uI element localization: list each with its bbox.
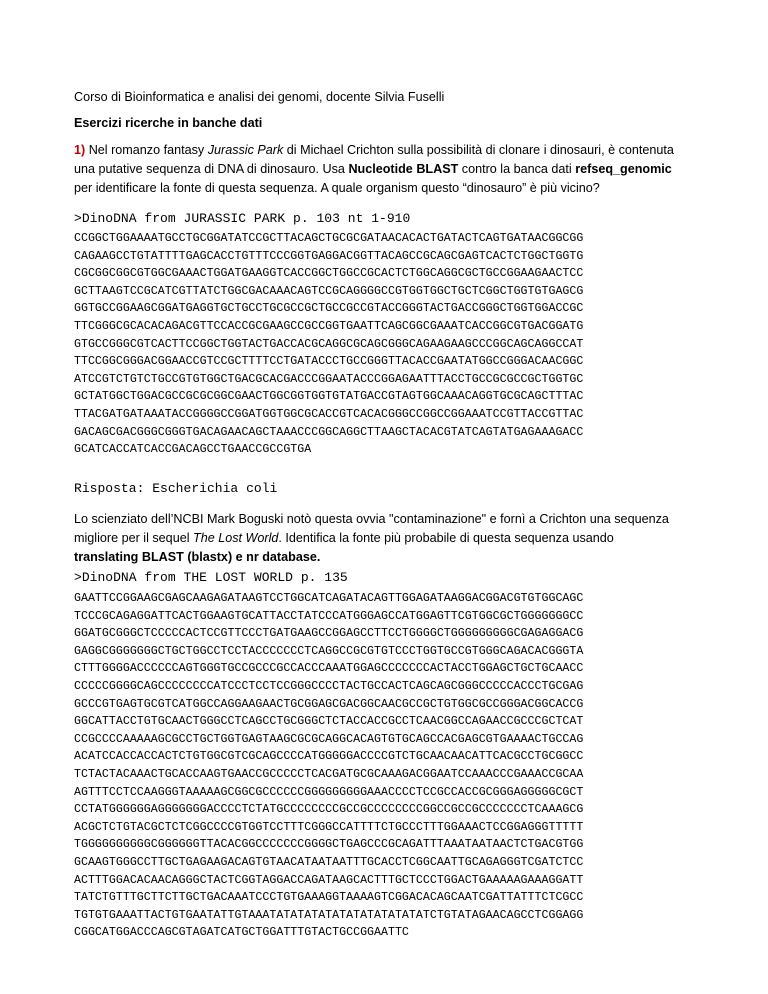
exercise-1-text-c: una putative sequenza di DNA di dinosauro. Usa — [74, 162, 349, 176]
sequence-line: CGCGGCGGCGTGGCGAAACTGGATGAAGGTCACCGGCTGGCCGCACTCTGGCAGGCGCTGCCGGAAGAACTCC — [74, 267, 584, 281]
exercise-2-line-2 — [74, 529, 724, 548]
sequence-line: CCCCCGGGGCAGCCCCCCCCATCCCTCCTCCGGGCCCCTACTGCCACTCAGCAGCGGGCCCCCACCCTGCGAG — [74, 679, 584, 693]
exercise-1-number: 1) — [74, 143, 86, 157]
sequence-line: TCCCGCAGAGGATTCACTGGAAGTGCATTACCTATCCCATGGGAGCCATGGAGTTCGTGGCGCTGGGGGGGCC — [74, 609, 584, 623]
exercise-1-text-a: Nel romanzo fantasy — [85, 143, 208, 157]
sequence-line: TTCCGGCGGGACGGAACCGTCCGCTTTTCCTGATACCCTGCCGGGTTACACCGAATATGGCCGGGACAACGGC — [74, 355, 584, 369]
exercise-1-text — [74, 141, 724, 198]
sequence-line: CCTATGGGGGGAGGGGGGGACCCCTCTATGCCCCCCCCGCCGCCCCCCCCGGCCGCCGCCCCCCCTCAAAGCG — [74, 803, 584, 817]
sequence-line: ACGCTCTGTACGCTCTCGGCCCCGTGGTCCTTTCGGGCCATTTTCTGCCCTTTGGAAACTCCGGAGGGTTTTT — [74, 820, 584, 834]
sequence-line: CCGCCCCAAAAAGCGCCTGCTGGTGAGTAAGCGCGCAGGCACAGTGTGCAGCCACGAGCGTGAAAACTGCCAG — [74, 732, 584, 746]
sequence-line: TTCGGGCGCACACAGACGTTCCACCGCGAAGCCGCCGGTGAATTCAGCGGCGAAATCACCGGCGTGACGGATG — [74, 319, 584, 333]
database-name-refseq: refseq_genomic — [575, 162, 672, 176]
sequence-line: GGTGCCGGAAGCGGATGAGGTGCTGCCTGCGCCGCTGCCGCCGTACCGGGTACTGACCGGGCTGGTGGACCGC — [74, 302, 584, 316]
exercise-1-text-b: di Michael Crichton sulla possibilità di clonare i dinosauri, è contenuta — [283, 143, 674, 157]
tool-name-nucleotide-blast: Nucleotide BLAST — [348, 162, 459, 176]
exercise-1-line-1 — [74, 141, 724, 160]
sequence-2-block — [74, 590, 583, 942]
course-title: Corso di Bioinformatica e analisi dei genomi, docente Silvia Fuselli — [74, 90, 445, 104]
book-title-jurassic-park: Jurassic Park — [207, 143, 284, 157]
sequence-line: TATCTGTTTGCTTCTTGCTGACAAATCCCTGTGAAAGGTAAAAGTCGGACACAGCAATCGATTATTTCTCGCC — [74, 891, 584, 905]
exercise-1-line-2 — [74, 160, 724, 179]
tool-name-blastx: translating BLAST (blastx) e nr database. — [74, 550, 321, 564]
sequence-line: GCAAGTGGGCCTTGCTGAGAAGACAGTGTAACATAATAATTTGCACCTCGGCAATTGCAGAGGGTCGATCTCC — [74, 855, 584, 869]
sequence-1-block — [74, 230, 583, 459]
sequence-line: GAGGCGGGGGGGCTGCTGGCCTCCTACCCCCCCTCAGGCCGCGTGTCCCTGGTGCCGTGGGCAGACACGGGTA — [74, 644, 584, 658]
sequence-line: CTTTGGGGACCCCCCAGTGGGTGCCGCCCGCCACCCAAATGGAGCCCCCCCACTACCTGGAGCTGCTGCAACC — [74, 662, 584, 676]
sequence-line: ACTTTGGACACAACAGGGCTACTCGGTAGGACCAGATAAGCACTTTGCTCCCTGGACTGAAAAAGAAAGGATT — [74, 873, 584, 887]
sequence-line: TCTACTACAAACTGCACCAAGTGAACCGCCCCCTCACGATGCGCAAAGACGGAATCCAAACCCGAAACCGCAA — [74, 767, 584, 781]
sequence-line: ACATCCACCACCACTCTGTGGCGTCGCAGCCCCATGGGGGACCCCGTCTGCAACAACATTCACGCCTGCGGCC — [74, 750, 584, 764]
sequence-line: AGTTTCCTCCAAGGGTAAAAAGCGGCGCCCCCCGGGGGGGGGAAACCCCTCCGCCACCGCGGGAGGGGGCGCT — [74, 785, 584, 799]
exercise-2-text — [74, 510, 724, 567]
sequence-line: CAGAAGCCTGTATTTTGAGCACCTGTTTCCCGGTGAGGACGGTTACAGCCGCAGCGAGTCACTCTGGCTGGTG — [74, 249, 584, 263]
exercise-2-line-1: Lo scienziato dell’NCBI Mark Boguski notò questa ovvia "contaminazione" e fornì a Crichton una sequenza — [74, 512, 669, 526]
sequence-2-header: >DinoDNA from THE LOST WORLD p. 135 — [74, 570, 348, 585]
sequence-line: GACAGCGACGGGCGGGTGACAGAACAGCTAAACCCGGCAGGCTTAAGCTACACGTATCAGTATGAGAAAGACC — [74, 425, 584, 439]
sequence-1-header: >DinoDNA from JURASSIC PARK p. 103 nt 1-910 — [74, 211, 411, 226]
exercises-heading: Esercizi ricerche in banche dati — [74, 116, 263, 130]
sequence-line: TGGGGGGGGGGCGGGGGGTTACACGGCCCCCCCGGGGCTGAGCCCGCAGATTTAAATAATAACTCTGACGTGG — [74, 838, 584, 852]
sequence-line: CCGGCTGGAAAATGCCTGCGGATATCCGCTTACAGCTGCGCGATAACACACTGATACTCAGTGATAACGGCGG — [74, 232, 584, 245]
sequence-line: TGTGTGAAATTACTGTGAATATTGTAAATATATATATATATATATATATATCTGTATAGAACAGCCTCGGAGG — [74, 908, 584, 922]
exercise-1-line-3: per identificare la fonte di questa sequenza. A quale organism questo “dinosauro” è più vicino? — [74, 181, 600, 195]
sequence-line: GCTTAAGTCCGCATCGTTATCTGGCGACAAACAGTCCGCAGGGGCCGTGGTGGCTGCTCGGCTGGTGTGAGCG — [74, 284, 584, 298]
exercise-2-text-a: migliore per il sequel — [74, 531, 193, 545]
sequence-line: ATCCGTCTGTCTGCCGTGTGGCTGACGCACGACCCGGAATACCCGGAGAATTTACCTGCCGCGCCGCTGGTGC — [74, 372, 584, 386]
sequence-line: TTACGATGATAAATACCGGGGCCGGATGGTGGCGCACCGTCACACGGGCCGGCCGGAAATCCGTTACCGTTAC — [74, 407, 584, 421]
sequence-line: GAATTCCGGAAGCGAGCAAGAGATAAGTCCTGGCATCAGATACAGTTGGAGATAAGGACGGACGTGTGGCAGC — [74, 592, 584, 605]
sequence-line: GGCATTACCTGTGCAACTGGGCCTCAGCCTGCGGGCTCTACCACCGCCTCAACGGCCAGAACCGCCCGCTCAT — [74, 715, 584, 729]
sequence-line: GTGCCGGGCGTCACTTCCGGCTGGTACTGACCACGCAGGCGCAGCGGGCAGAAGAAGCCCGGCAGCAGGCCAT — [74, 337, 584, 351]
exercise-1-text-d: contro la banca dati — [458, 162, 576, 176]
sequence-line: GCATCACCATCACCGACAGCCTGAACCGCCGTGA — [74, 443, 312, 457]
sequence-line: GCTATGGCTGGACGCCGCGCGGCGAACTGGCGGTGGTGTATGACCGTAGTGGCAAACAGGTGCGCAGCTTTAC — [74, 390, 584, 404]
exercise-2-text-b: . Identifica la fonte più probabile di questa sequenza usando — [278, 531, 614, 545]
sequence-line: CGGCATGGACCCAGCGTAGATCATGCTGGATTTGTACTGCCGGAATTC — [74, 926, 409, 940]
book-title-lost-world: The Lost World — [193, 531, 279, 545]
answer-1: Risposta: Escherichia coli — [74, 481, 278, 496]
sequence-line: GGATGCGGGCTCCCCCACTCCGTTCCCTGATGAAGCCGGAGCCTTCCTGGGGCTGGGGGGGGGCGAGAGGACG — [74, 627, 584, 641]
exercise-2-line-3 — [74, 548, 724, 567]
sequence-line: GCCCGTGAGTGCGTCATGGCCAGGAAGAACTGCGGAGCGACGGCAACGCCGCTGTGGCGCCGGGACGGCACCG — [74, 697, 584, 711]
